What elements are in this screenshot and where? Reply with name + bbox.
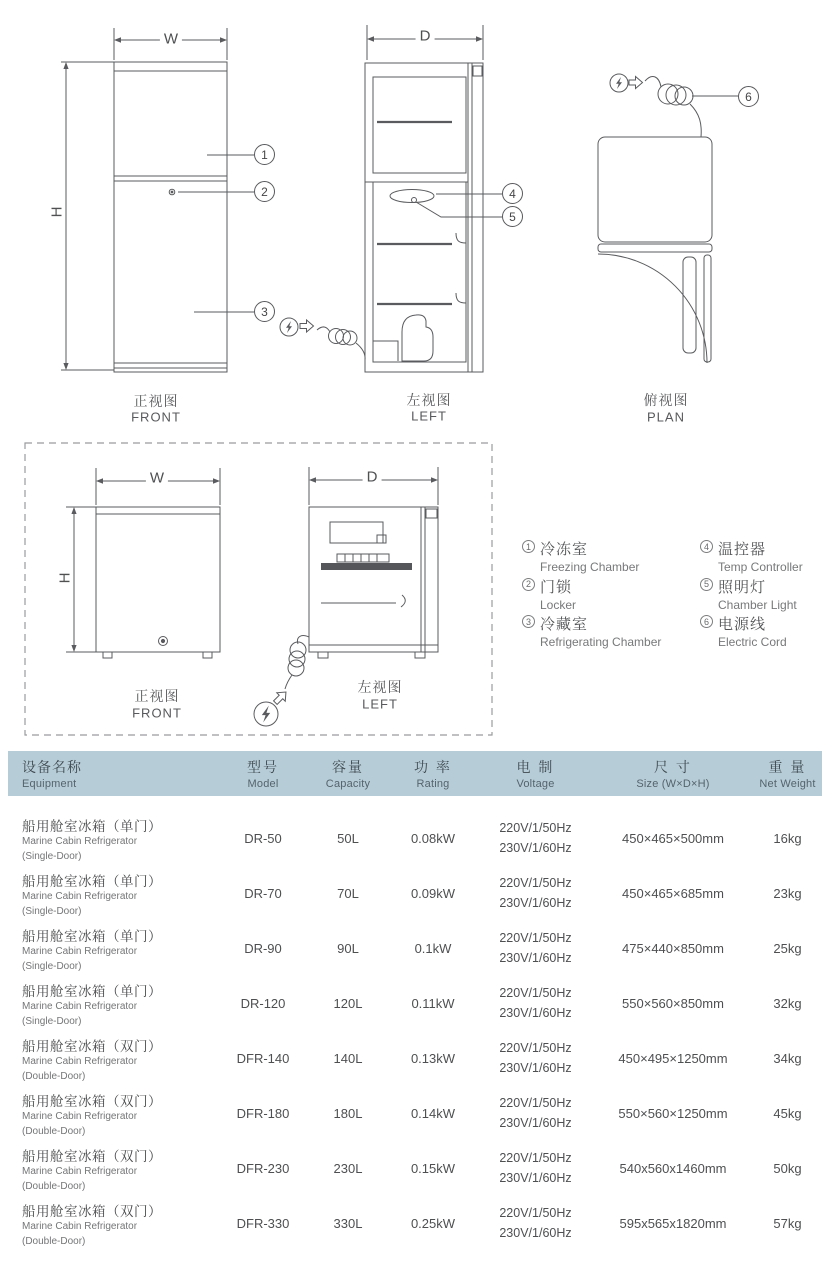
equipment-name-cn: 船用舱室冰箱（单门） bbox=[22, 929, 162, 944]
legend-num-4: 4 bbox=[700, 540, 713, 553]
equipment-door-type: (Double-Door) bbox=[22, 1071, 86, 1082]
legend-num-5: 5 bbox=[700, 578, 713, 591]
dim-w-box: W bbox=[146, 470, 168, 487]
capacity-value: 180L bbox=[333, 1106, 363, 1121]
model-value: DR-50 bbox=[244, 831, 282, 846]
equipment-name-en: Marine Cabin Refrigerator bbox=[22, 1056, 138, 1067]
left-view-label-en: LEFT bbox=[411, 408, 447, 424]
table-row bbox=[8, 1086, 822, 1141]
rating-value: 0.11kW bbox=[411, 996, 455, 1011]
equipment-door-type: (Double-Door) bbox=[22, 1126, 86, 1137]
equipment-door-type: (Single-Door) bbox=[22, 1016, 82, 1027]
capacity-value: 70L bbox=[337, 886, 359, 901]
voltage-value: 220V/1/50Hz 230V/1/60Hz bbox=[499, 1041, 572, 1075]
capacity-value: 120L bbox=[333, 996, 363, 1011]
model-value: DFR-330 bbox=[236, 1216, 290, 1231]
size-value: 450×465×500mm bbox=[622, 831, 724, 846]
rating-value: 0.25kW bbox=[410, 1216, 456, 1231]
legend-item-1 bbox=[522, 538, 700, 576]
col-header-capacity: 容量 Capacity bbox=[325, 759, 371, 790]
size-value: 540x560x1460mm bbox=[619, 1161, 727, 1176]
voltage-value: 220V/1/50Hz 230V/1/60Hz bbox=[499, 931, 572, 965]
col-header-voltage: 电 制 Voltage bbox=[516, 759, 555, 790]
weight-value: 32kg bbox=[773, 996, 802, 1011]
table-row bbox=[8, 921, 822, 976]
callout-4: 4 bbox=[502, 183, 523, 204]
legend-en: Chamber Light bbox=[718, 597, 797, 612]
legend-en: Refrigerating Chamber bbox=[540, 635, 662, 649]
callout-6: 6 bbox=[738, 86, 759, 107]
box-left-view-label-en: LEFT bbox=[362, 696, 398, 712]
equipment-name-cn: 船用舱室冰箱（双门） bbox=[22, 1149, 162, 1164]
box-front-view-label-en: FRONT bbox=[132, 705, 182, 721]
plan-view-label-cn: 俯视图 bbox=[643, 392, 689, 408]
voltage-value: 220V/1/50Hz 230V/1/60Hz bbox=[499, 986, 572, 1020]
legend-cn: 照明灯 bbox=[718, 578, 767, 596]
equipment-name-cn: 船用舱室冰箱（双门） bbox=[22, 1094, 162, 1109]
equipment-door-type: (Single-Door) bbox=[22, 851, 82, 862]
equipment-name-cn: 船用舱室冰箱（单门） bbox=[22, 819, 162, 834]
rating-value: 0.15kW bbox=[410, 1161, 456, 1176]
legend-cn: 电源线 bbox=[718, 616, 767, 633]
rating-value: 0.13kW bbox=[410, 1051, 456, 1066]
col-header-rating: 功 率 Rating bbox=[414, 759, 452, 790]
parts-legend bbox=[522, 538, 830, 651]
rating-value: 0.08kW bbox=[410, 831, 456, 846]
equipment-door-type: (Double-Door) bbox=[22, 1236, 86, 1247]
size-value: 475×440×850mm bbox=[622, 941, 724, 956]
legend-item-6 bbox=[700, 613, 830, 651]
voltage-value: 220V/1/50Hz 230V/1/60Hz bbox=[499, 1096, 572, 1130]
equipment-name-cn: 船用舱室冰箱（单门） bbox=[22, 984, 162, 999]
legend-cn: 冷冻室 bbox=[540, 541, 589, 558]
rating-value: 0.1kW bbox=[414, 941, 452, 956]
capacity-value: 140L bbox=[333, 1051, 363, 1066]
equipment-name-en: Marine Cabin Refrigerator bbox=[22, 1001, 138, 1012]
size-value: 595x565x1820mm bbox=[619, 1216, 727, 1231]
front-view-label-en: FRONT bbox=[131, 409, 181, 425]
model-value: DR-120 bbox=[240, 996, 286, 1011]
table-row bbox=[8, 976, 822, 1031]
equipment-name-en: Marine Cabin Refrigerator bbox=[22, 836, 138, 847]
legend-item-2 bbox=[522, 576, 700, 614]
legend-num-1: 1 bbox=[522, 540, 535, 553]
legend-num-6: 6 bbox=[700, 615, 713, 628]
model-value: DR-70 bbox=[244, 886, 282, 901]
capacity-value: 330L bbox=[333, 1216, 363, 1231]
legend-num-3: 3 bbox=[522, 615, 535, 628]
voltage-value: 220V/1/50Hz 230V/1/60Hz bbox=[499, 821, 572, 855]
legend-en: Locker bbox=[540, 597, 577, 612]
dim-h-box: H bbox=[57, 569, 74, 588]
voltage-value: 220V/1/50Hz 230V/1/60Hz bbox=[499, 1151, 572, 1185]
callout-1: 1 bbox=[254, 144, 275, 165]
dim-d-top: D bbox=[416, 28, 435, 45]
legend-item-4 bbox=[700, 538, 830, 576]
legend-num-2: 2 bbox=[522, 578, 535, 591]
legend-en: Temp Controller bbox=[718, 560, 803, 574]
weight-value: 34kg bbox=[773, 1051, 802, 1066]
size-value: 450×495×1250mm bbox=[618, 1051, 728, 1066]
legend-en: Electric Cord bbox=[718, 635, 787, 649]
equipment-door-type: (Single-Door) bbox=[22, 961, 82, 972]
equipment-name-cn: 船用舱室冰箱（双门） bbox=[22, 1039, 162, 1054]
rating-value: 0.14kW bbox=[410, 1106, 456, 1121]
model-value: DR-90 bbox=[244, 941, 282, 956]
legend-cn: 冷藏室 bbox=[540, 616, 589, 633]
capacity-value: 230L bbox=[333, 1161, 363, 1176]
weight-value: 25kg bbox=[773, 941, 802, 956]
equipment-name-cn: 船用舱室冰箱（单门） bbox=[22, 874, 162, 889]
capacity-value: 90L bbox=[337, 941, 359, 956]
table-row bbox=[8, 1141, 822, 1196]
callout-3: 3 bbox=[254, 301, 275, 322]
col-header-model: 型号 Model bbox=[247, 759, 279, 790]
weight-value: 50kg bbox=[773, 1161, 802, 1176]
model-value: DFR-140 bbox=[236, 1051, 290, 1066]
equipment-name-en: Marine Cabin Refrigerator bbox=[22, 1111, 138, 1122]
voltage-value: 220V/1/50Hz 230V/1/60Hz bbox=[499, 876, 572, 910]
col-header-weight: 重 量 Net Weight bbox=[759, 759, 816, 790]
weight-value: 45kg bbox=[773, 1106, 802, 1121]
equipment-name-en: Marine Cabin Refrigerator bbox=[22, 1221, 138, 1232]
legend-en: Freezing Chamber bbox=[540, 560, 640, 574]
left-view-label-cn: 左视图 bbox=[406, 392, 452, 408]
callout-5: 5 bbox=[502, 206, 523, 227]
box-left-view-label-cn: 左视图 bbox=[357, 679, 403, 695]
model-value: DFR-230 bbox=[236, 1161, 290, 1176]
spec-table-header bbox=[8, 751, 822, 796]
box-front-view-label-cn: 正视图 bbox=[134, 688, 180, 704]
front-view-label-cn: 正视图 bbox=[133, 393, 179, 409]
plan-view-label-en: PLAN bbox=[647, 409, 685, 425]
table-row bbox=[8, 811, 822, 866]
col-header-equipment: 设备名称 Equipment bbox=[22, 759, 82, 790]
table-row bbox=[8, 1196, 822, 1251]
col-header-size: 尺 寸 Size (W×D×H) bbox=[636, 759, 710, 790]
equipment-door-type: (Double-Door) bbox=[22, 1181, 86, 1192]
weight-value: 57kg bbox=[773, 1216, 802, 1231]
table-row bbox=[8, 1031, 822, 1086]
weight-value: 16kg bbox=[773, 831, 802, 846]
dim-w-top: W bbox=[160, 31, 182, 48]
rating-value: 0.09kW bbox=[410, 886, 456, 901]
legend-cn: 温控器 bbox=[718, 541, 767, 558]
legend-cn: 门锁 bbox=[540, 578, 573, 596]
model-value: DFR-180 bbox=[236, 1106, 290, 1121]
legend-item-5 bbox=[700, 576, 830, 614]
table-row bbox=[8, 866, 822, 921]
equipment-door-type: (Single-Door) bbox=[22, 906, 82, 917]
equipment-name-en: Marine Cabin Refrigerator bbox=[22, 891, 138, 902]
spec-table bbox=[0, 751, 830, 1251]
size-value: 450×465×685mm bbox=[622, 886, 724, 901]
dim-h-top: H bbox=[49, 203, 66, 222]
size-value: 550×560×850mm bbox=[622, 996, 724, 1011]
callout-2: 2 bbox=[254, 181, 275, 202]
spec-table-body bbox=[0, 811, 830, 1251]
equipment-name-en: Marine Cabin Refrigerator bbox=[22, 1166, 138, 1177]
capacity-value: 50L bbox=[337, 831, 359, 846]
equipment-name-cn: 船用舱室冰箱（双门） bbox=[22, 1204, 162, 1219]
legend-item-3 bbox=[522, 613, 700, 651]
weight-value: 23kg bbox=[773, 886, 802, 901]
dim-d-box: D bbox=[363, 469, 382, 486]
size-value: 550×560×1250mm bbox=[618, 1106, 728, 1121]
equipment-name-en: Marine Cabin Refrigerator bbox=[22, 946, 138, 957]
voltage-value: 220V/1/50Hz 230V/1/60Hz bbox=[499, 1206, 572, 1240]
